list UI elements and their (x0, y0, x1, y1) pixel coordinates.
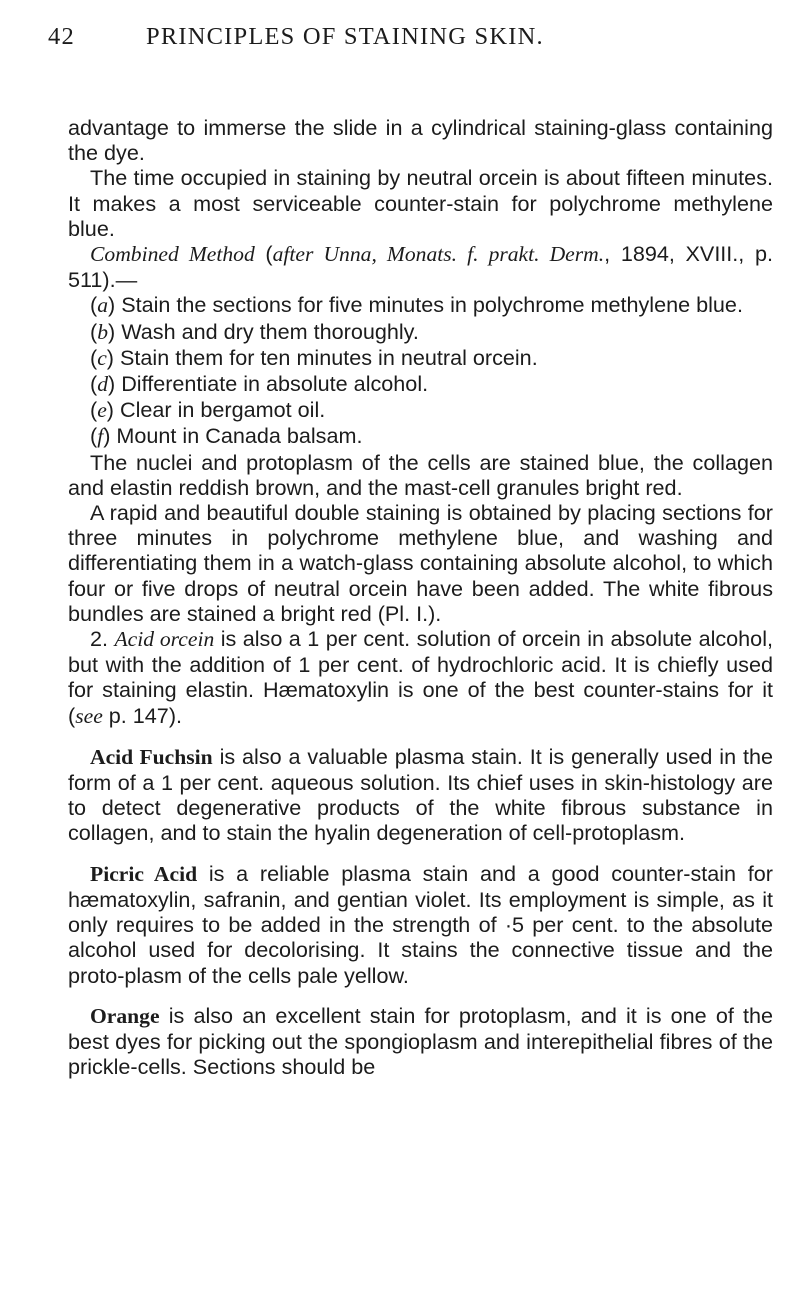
acid-orcein-title: Acid orcein (114, 627, 215, 652)
acid-orcein-text: is also a 1 per cent. solution of orcein in absolute alcohol, but with the addition of 1 per cent. of hydrochloric acid. It is chiefly used for staining elastin. Hæmatoxylin is one of the best counter-stains for it ( (68, 626, 773, 728)
acid-fuchsin-text: is also a valuable plasma stain. It is generally used in the form of a 1 per cent. aqueous solution. Its chief uses in skin-histology are to detect degenerative products of the white fibrous substance in collagen, and to stain the hyalin degeneration of cell-protoplasm. (68, 743, 774, 846)
page-header (48, 24, 773, 54)
paragraph-picric-acid (68, 861, 773, 988)
method-step: (c) Stain them for ten minutes in neutral orcein. (90, 344, 538, 370)
citation-source: after Unna, Monats. f. prakt. Derm. (272, 242, 605, 267)
method-step: (d) Differentiate in absolute alcohol. (90, 371, 429, 397)
running-head: PRINCIPLES OF STAINING SKIN. (146, 23, 544, 50)
step-letter: c (97, 345, 107, 370)
step-text: Mount in Canada balsam. (116, 423, 363, 449)
citation-open: ( (254, 241, 273, 267)
step-text: Wash and dry them thoroughly. (121, 318, 419, 344)
paragraph-continuation: advantage to immerse the slide in a cylindrical staining-glass containing the dye. (68, 115, 773, 166)
method-step: (f) Mount in Canada balsam. (90, 423, 363, 449)
acid-fuchsin-title: Acid Fuchsin (90, 744, 213, 769)
page-number: 42 (48, 23, 75, 50)
step-text: Stain the sections for five minutes in polychrome methylene blue. (121, 292, 743, 318)
picric-acid-text: is a reliable plasma stain and a good counter-stain for hæmatoxylin, safranin, and gentian violet. Its employment is simple, as it only requires to be added in the strength of ·5 per cent. to the absolute alcohol used for decolorising. It stains the connective tissue and the proto-plasm of the cells pale yellow. (68, 860, 773, 988)
method-step: (e) Clear in bergamot oil. (90, 397, 326, 423)
section-number: 2. (90, 626, 109, 652)
paragraph-results: The nuclei and protoplasm of the cells are stained blue, the collagen and elastin reddish brown, and the mast-cell granules bright red. (68, 449, 773, 500)
combined-method-title: Combined Method (90, 242, 255, 267)
step-letter: f (97, 424, 104, 449)
step-letter: d (97, 372, 108, 397)
paragraph-combined-method (68, 241, 773, 292)
picric-acid-title: Picric Acid (90, 861, 198, 886)
method-step: (a) Stain the sections for five minutes in polychrome methylene blue. (90, 292, 743, 318)
page-body (68, 115, 773, 1079)
step-letter: e (97, 398, 107, 423)
paragraph-acid-fuchsin (68, 744, 773, 846)
step-letter: b (97, 319, 108, 344)
step-text: Clear in bergamot oil. (120, 397, 326, 423)
step-text: Differentiate in absolute alcohol. (121, 371, 429, 397)
orange-title: Orange (90, 1003, 160, 1028)
paragraph-orange (68, 1003, 773, 1080)
citation-details: , 1894, XVIII., p. 511).— (68, 241, 773, 293)
orange-text: is also an excellent stain for protoplasm, and it is one of the best dyes for picking out the spongioplasm and interepithelial fibres of the prickle-cells. Sections should be (68, 1002, 773, 1080)
see-reference: see (75, 703, 103, 728)
paragraph-neutral-orcein: The time occupied in staining by neutral orcein is about fifteen minutes. It makes a most serviceable counter-stain for polychrome methylene blue. (68, 165, 773, 241)
paragraph-acid-orcein (68, 626, 773, 729)
step-letter: a (97, 293, 108, 318)
step-text: Stain them for ten minutes in neutral orcein. (120, 344, 538, 370)
page-reference: p. 147). (102, 702, 183, 728)
method-step: (b) Wash and dry them thoroughly. (90, 318, 419, 344)
paragraph-double-staining: A rapid and beautiful double staining is obtained by placing sections for three minutes in polychrome methylene blue, and washing and differentiating them in a watch-glass containing absolute alcohol, to which four or five drops of neutral orcein have been added. The white fibrous bundles are stained a bright red (Pl. I.). (68, 500, 773, 626)
